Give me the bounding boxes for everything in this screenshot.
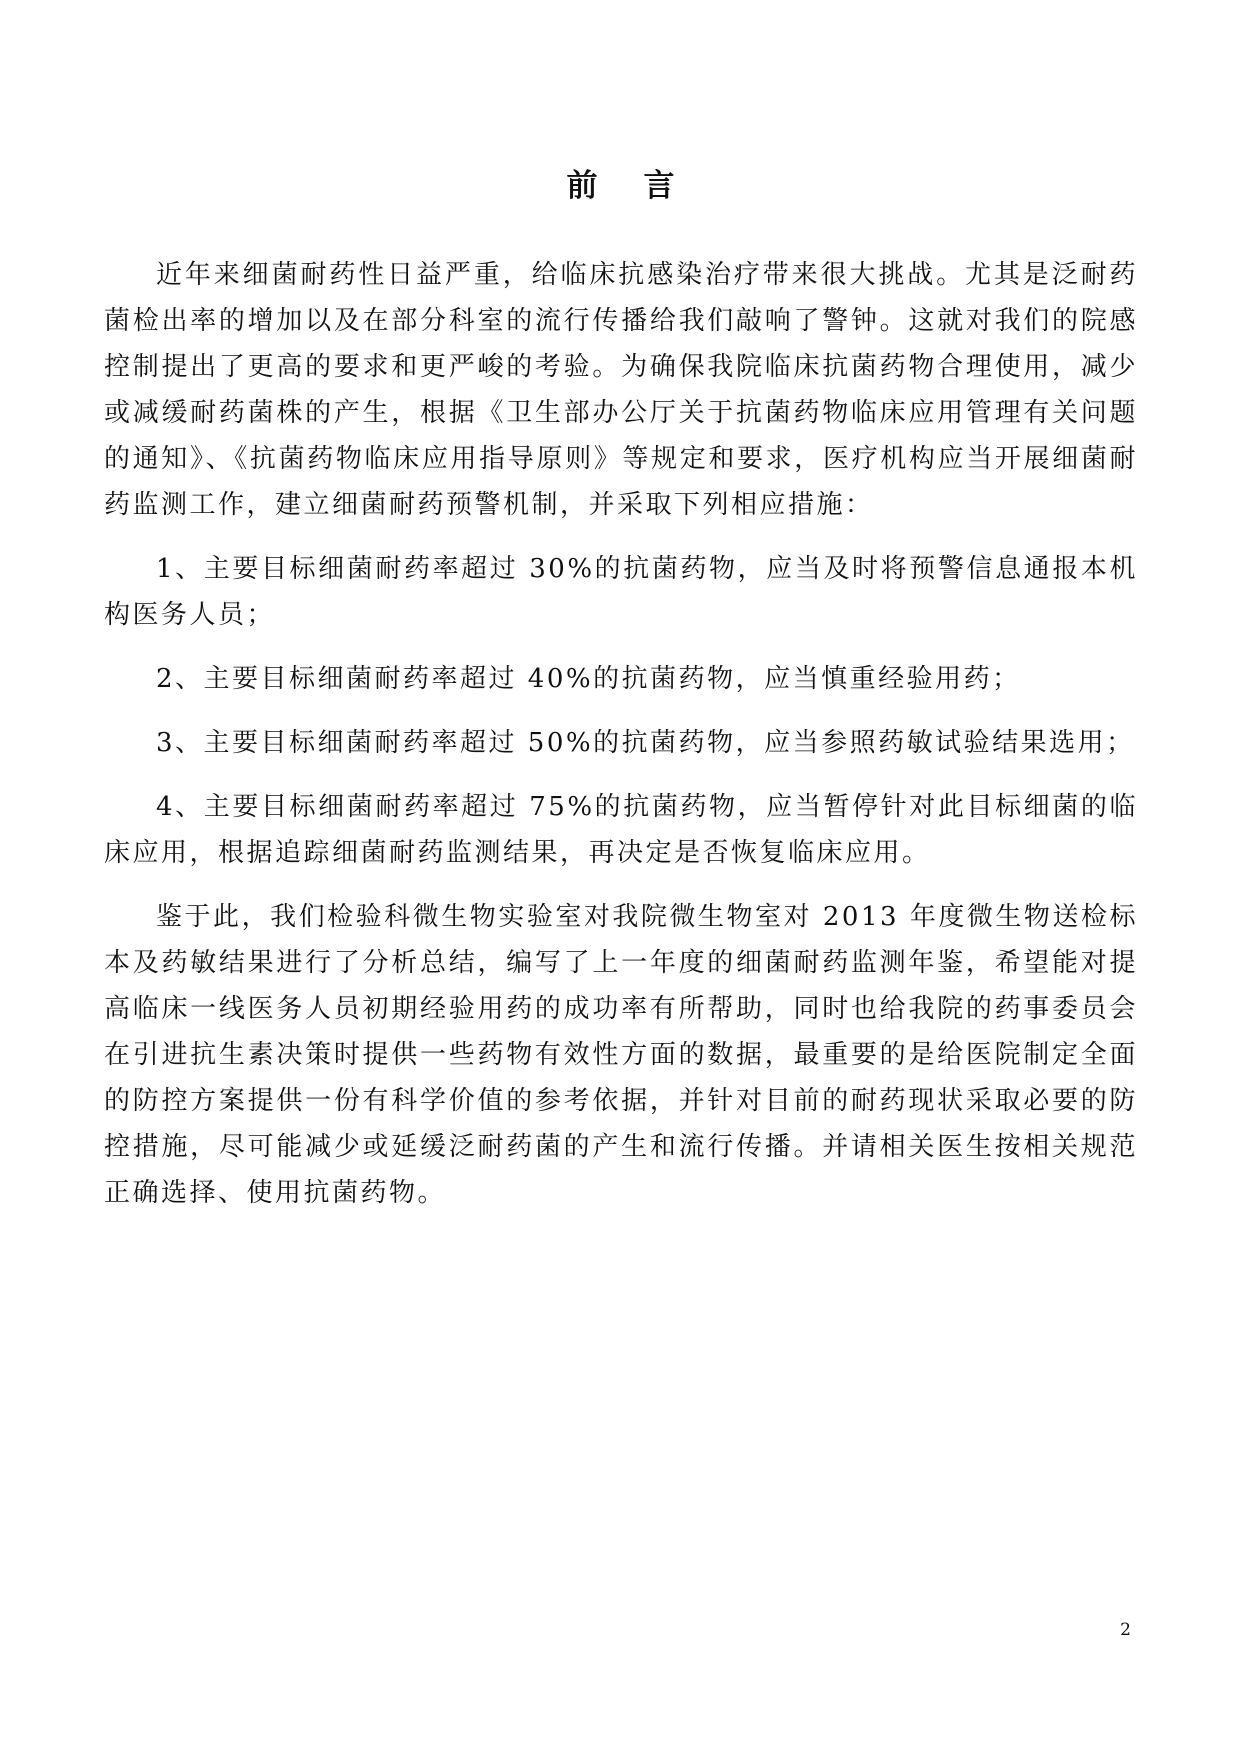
page-title: 前言 [566,168,721,204]
intro-paragraph: 近年来细菌耐药性日益严重，给临床抗感染治疗带来很大挑战。尤其是泛耐药菌检出率的增加以及在部分科室的流行传播给我们敲响了警钟。这就对我们的院感控制提出了更高的要求和更严峻的考验。为确保我院临床抗菌药物合理使用，减少或减缓耐药菌株的产生，根据《卫生部办公厅关于抗菌药物临床应用管理有关问题的通知》、《抗菌药物临床应用指导原则》等规定和要求，医疗机构应当开展细菌耐药监测工作，建立细菌耐药预警机制，并采取下列相应措施： [104,260,1138,520]
body-text [104,252,1138,1234]
page-number: 2 [1120,1620,1131,1640]
measure-item-4: 4、主要目标细菌耐药率超过 75%的抗菌药物，应当暂停针对此目标细菌的临床应用，根据追踪细菌耐药监测结果，再决定是否恢复临床应用。 [104,792,1138,868]
measure-item-2: 2、主要目标细菌耐药率超过 40%的抗菌药物，应当慎重经验用药； [156,664,1021,694]
conclusion-paragraph: 鉴于此，我们检验科微生物实验室对我院微生物室对 2013 年度微生物送检标本及药敏结果进行了分析总结，编写了上一年度的细菌耐药监测年鉴，希望能对提高临床一线医务人员初期经验用药的成功率有所帮助，同时也给我院的药事委员会在引进抗生素决策时提供一些药物有效性方面的数据，最重要的是给医院制定全面的防控方案提供一份有科学价值的参考依据，并针对目前的耐药现状采取必要的防控措施，尽可能减少或延缓泛耐药菌的产生和流行传播。并请相关医生按相关规范正确选择、使用抗菌药物。 [104,902,1138,1208]
measure-item-1: 1、主要目标细菌耐药率超过 30%的抗菌药物，应当及时将预警信息通报本机构医务人员； [104,554,1138,630]
measure-item-3: 3、主要目标细菌耐药率超过 50%的抗菌药物，应当参照药敏试验结果选用； [156,728,1135,758]
